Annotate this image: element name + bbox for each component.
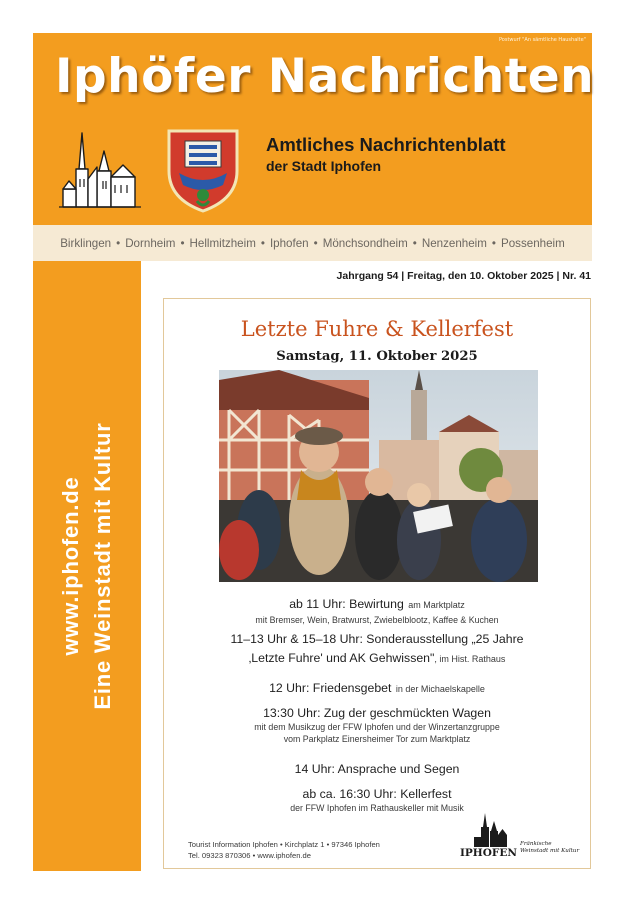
logo-wordmark: IPHOFEN — [460, 847, 517, 859]
masthead-header — [33, 33, 595, 225]
schedule-item-6-detail: der FFW Iphofen im Rathauskeller mit Musik — [290, 803, 464, 813]
poster-footer-address: Tourist Information Iphofen • Kirchplatz 1 • 97346 Iphofen — [188, 840, 380, 849]
schedule-item-1-main: ab 11 Uhr: Bewirtung — [289, 597, 404, 611]
schedule-item-1 — [164, 595, 590, 625]
schedule-item-4-main: 13:30 Uhr: Zug der geschmückten Wagen — [263, 706, 491, 720]
postage-note: Postwurf "An sämtliche Haushalte" — [498, 37, 586, 43]
schedule-item-2-location: , im Hist. Rathaus — [434, 654, 506, 664]
poster-footer-phone-web[interactable]: Tel. 09323 870306 • www.iphofen.de — [188, 851, 311, 860]
poster-footer-contact — [188, 839, 380, 861]
festival-crowd-photo — [219, 370, 538, 582]
poster-date: Samstag, 11. Oktober 2025 — [276, 349, 478, 364]
village-iphofen: Iphofen — [269, 236, 309, 250]
church-logo-icon — [474, 813, 508, 847]
village-dornheim: Dornheim — [125, 236, 176, 250]
village-separator: • — [313, 236, 318, 250]
schedule-item-5-main: 14 Uhr: Ansprache und Segen — [294, 762, 460, 776]
schedule-item-5 — [164, 760, 590, 778]
sidebar-slogan: Eine Weinstadt mit Kultur — [90, 422, 115, 710]
village-birklingen: Birklingen — [60, 236, 112, 250]
schedule-item-3-main: 12 Uhr: Friedensgebet — [269, 681, 392, 695]
schedule-item-2-main-cont: ‚Letzte Fuhre' und AK Gehwissen" — [248, 651, 435, 665]
iphofen-logo — [460, 813, 578, 861]
logo-tagline-line1: Fränkische — [520, 841, 552, 847]
village-separator: • — [260, 236, 265, 250]
sidebar-vertical-text — [55, 266, 119, 866]
village-separator: • — [116, 236, 121, 250]
schedule-item-2-main: 11–13 Uhr & 15–18 Uhr: Sonderausstellung „25 Jahre — [230, 632, 524, 646]
logo-tagline — [520, 841, 579, 855]
village-separator: • — [491, 236, 496, 250]
village-hellmitzheim: Hellmitzheim — [189, 236, 256, 250]
schedule-item-4-detail: mit dem Musikzug der FFW Iphofen und der Winzertanzgruppe — [254, 722, 500, 732]
schedule-item-4-route: vom Parkplatz Einersheimer Tor zum Marktplatz — [283, 734, 471, 744]
schedule-item-6 — [164, 787, 590, 813]
schedule-item-3-location: in der Michaelskapelle — [395, 684, 485, 694]
villages-band — [33, 225, 592, 261]
masthead-title: Iphöfer Nachrichten — [55, 49, 595, 104]
schedule-item-3 — [164, 679, 590, 697]
village-possenheim: Possenheim — [500, 236, 565, 250]
city-coat-of-arms-icon — [163, 127, 243, 213]
subtitle-official-gazette: Amtliches Nachrichtenblatt — [266, 134, 506, 155]
subtitle-city: der Stadt Iphofen — [266, 158, 382, 174]
event-poster — [163, 298, 591, 869]
village-separator: • — [412, 236, 417, 250]
sidebar-website[interactable]: www.iphofen.de — [58, 476, 83, 656]
logo-tagline-line2: Weinstadt mit Kultur — [520, 848, 580, 854]
poster-title: Letzte Fuhre & Kellerfest — [240, 317, 514, 341]
schedule-item-1-location: am Marktplatz — [408, 600, 465, 610]
schedule-item-4 — [164, 706, 590, 744]
village-nenzenheim: Nenzenheim — [421, 236, 487, 250]
issue-info: Jahrgang 54 | Freitag, den 10. Oktober 2025 | Nr. 41 — [336, 270, 591, 282]
village-separator: • — [180, 236, 185, 250]
village-moenchsondheim: Mönchsondheim — [322, 236, 408, 250]
sidebar-orange — [33, 261, 141, 871]
schedule-item-1-detail: mit Bremser, Wein, Bratwurst, Zwiebelblootz, Kaffee & Kuchen — [255, 615, 499, 625]
church-skyline-icon — [59, 129, 141, 211]
schedule-item-6-main: ab ca. 16:30 Uhr: Kellerfest — [302, 787, 452, 801]
schedule-item-2 — [164, 632, 590, 667]
